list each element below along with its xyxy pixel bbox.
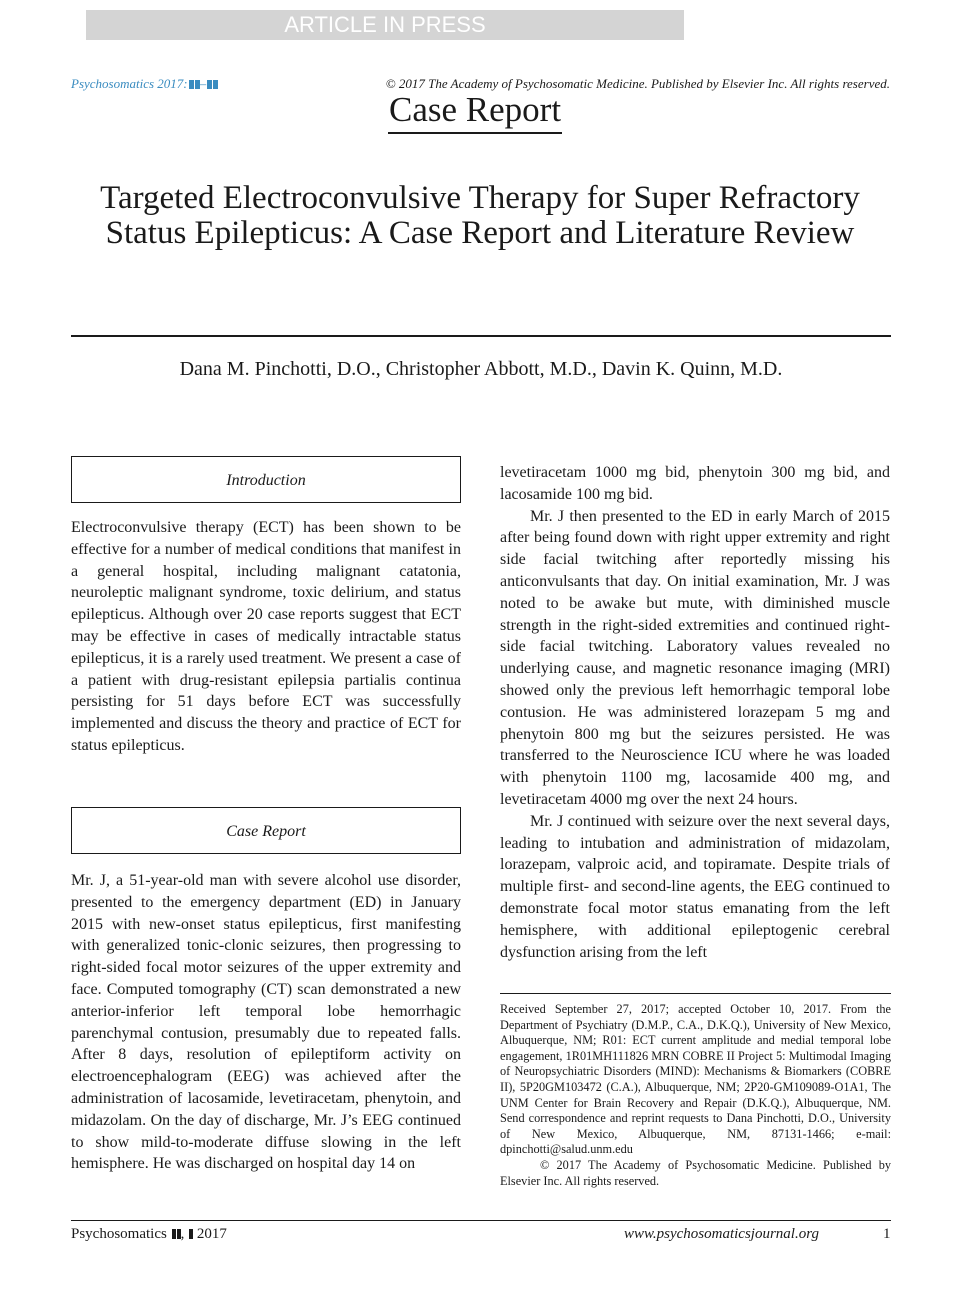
section-type: Case Report [388,89,562,134]
right-column-text [500,462,890,963]
journal-reference[interactable]: Psychosomatics 2017: – [71,76,218,92]
article-title: Targeted Electroconvulsive Therapy for Super Refractory Status Epilepticus: A Case Report and Literature Review [100,180,860,251]
journal-reference-text: Psychosomatics 2017: [71,76,188,91]
introduction-heading: Introduction [71,456,461,503]
redacted-block [177,1229,181,1239]
paragraph: Mr. J, a 51-year-old man with severe alcohol use disorder, presented to the emergency department (ED) in January 2015 with new-onset status epilepticus, first manifesting with generalized tonic-clonic seizures, then progressing to right-sided focal motor seizures of the upper extremity and face. Computed tomography (CT) scan demonstrated a new anterior-inferior left temporal lobe hemorrhagic parenchymal contusion, presumably due to repeated falls. After 8 days, resolution of epileptiform activity on electroencephalogram (EEG) was achieved after the administration of lacosamide, levetiracetam, phenytoin, and midazolam. On the day of discharge, Mr. J’s EEG continued to show mild-to-moderate diffuse slowing in the left hemisphere. He was discharged on hospital day 14 on [71,872,461,1173]
header-copyright: © 2017 The Academy of Psychosomatic Medicine. Published by Elsevier Inc. All rights reserved. [385,76,890,91]
footer-journal-name: Psychosomatics [71,1226,167,1242]
title-divider [71,335,891,337]
introduction-text [71,517,461,757]
redacted-block [189,80,194,89]
footer-divider [71,1220,891,1221]
case-report-heading: Case Report [71,807,461,854]
case-report-text [71,870,461,1175]
redacted-block [213,80,218,89]
paragraph: Mr. J continued with seizure over the next several days, leading to intubation and administration of midazolam, lorazepam, valproic acid, and topiramate. Despite trials of multiple first- and second-line agents, the EEG continued to demonstrate focal motor status emanating from the left hemisphere, with additional epileptogenic cerebral dysfunction arising from the left [500,812,890,961]
footnote-copyright: © 2017 The Academy of Psychosomatic Medicine. Published by Elsevier Inc. All rights reserved. [500,1157,891,1188]
journal-url-link[interactable]: www.psychosomaticsjournal.org [624,1226,820,1242]
footnote-divider [500,993,891,994]
footer-year: 2017 [196,1226,227,1242]
article-in-press-banner: ARTICLE IN PRESS [86,10,684,40]
redacted-block [207,80,212,89]
redacted-block [172,1229,176,1239]
paragraph: Mr. J then presented to the ED in early March of 2015 after being found down with right upper extremity and right side facial twitching after reportedly missing his anticonvulsants that day. On initial examination, Mr. J was noted to be awake but mute, with diminished muscle strength in the right-sided extremities and continued rightside facial twitching. Laboratory values revealed no underlying cause, and magnetic resonance imaging (MRI) showed only the previous left hemorrhagic temporal lobe contusion. He was administered lorazepam 5 mg and phenytoin 800 mg but the seizures persisted. He was transferred to the Neuroscience ICU where he was loaded with phenytoin 1100 mg, lacosamide 400 mg, and levetiracetam 4000 mg over the next 24 hours. [500,507,890,808]
paragraph: levetiracetam 1000 mg bid, phenytoin 300 mg bid, and lacosamide 100 mg bid. [500,464,890,503]
authors: Dana M. Pinchotti, D.O., Christopher Abbott, M.D., Davin K. Quinn, M.D. [179,358,783,380]
redacted-block [195,80,200,89]
footnote-text: Received September 27, 2017; accepted October 10, 2017. From the Department of Psychiatry (D.M.P., C.A., D.K.Q.), University of New Mexico, Albuquerque, NM; R01: ECT current amplitude and medial temporal lobe engagement, 1R01MH111826 MRN COBRE II Project 5: Multimodal Imaging of Neuropsychiatric Disorders (MIND): Mechanisms & Biomarkers (COBRE II), 5P20GM103472 (C.A.), Albuquerque, NM; 2P20-GM109089-O1A1, The UNM Center for Brain Recovery and Repair (D.K.Q.), Albuquerque, NM. Send correspondence and reprint requests to Dana Pinchotti, D.O., University of New Mexico, Albuquerque, NM, 87131-1466; e-mail: dpinchotti@salud.unm.edu [500,1002,891,1157]
paragraph: Electroconvulsive therapy (ECT) has been shown to be effective for a number of medical conditions that manifest in a general hospital, including malignant catatonia, neuroleptic malignant syndrome, toxic delirium, and status epilepticus. Although over 20 case reports suggest that ECT may be effective in cases of medically intractable status epilepticus, it is a rarely used treatment. We present a case of a patient with drug-resistant epilepsia partialis continua persisting for 51 days before ECT was successfully implemented and discuss the theory and practice of ECT for status epilepticus. [71,519,461,754]
footer-journal: Psychosomatics , 2017 [71,1226,227,1242]
redacted-block [189,1229,193,1239]
page-number: 1 [883,1226,891,1242]
footnote [500,1002,891,1189]
